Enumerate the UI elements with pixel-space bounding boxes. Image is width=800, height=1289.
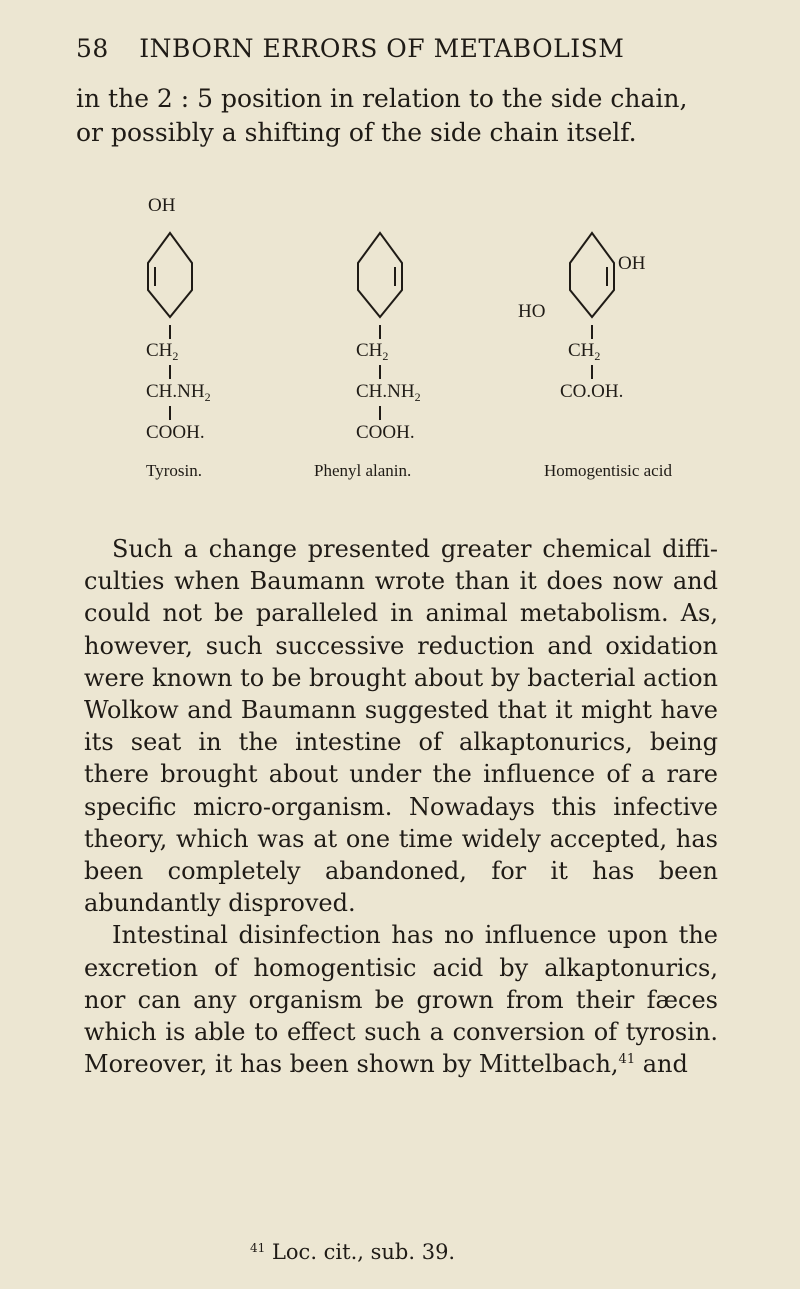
chain-text: CH.NH	[146, 381, 205, 402]
subscript: 2	[594, 349, 601, 363]
homogentisic-oh-group: OH	[618, 253, 646, 274]
tyrosin-chain-1	[146, 340, 178, 364]
paragraph-1: Such a change presented greater chemical diffi- culties when Baumann wrote than it does now and could not be paralleled in animal metabolism. As, however, such successive reduction and oxidation were known to be brought about by bacterial action Wolkow and Baumann suggested that it might have its seat in the intestine of alkaptonurics, being there brought about under the influence of a rare specific micro-organism. Nowadays this infective theory, which was at one time widely accepted, has been completely abandoned, for it has been abundantly disproved.	[84, 535, 718, 918]
paragraph-2	[84, 919, 718, 1080]
homogentisic-chain-1	[568, 340, 600, 364]
structural-formulas	[0, 185, 800, 515]
footnote-number: 41	[250, 1241, 266, 1255]
body-text	[84, 533, 718, 1080]
tyrosin-caption: Tyrosin.	[146, 461, 202, 480]
phenylalanin-chain-2	[356, 381, 421, 405]
subscript: 2	[204, 390, 211, 404]
homogentisic-chain-2: CO.OH.	[560, 381, 624, 402]
page-header	[76, 34, 624, 63]
tyrosin-chain-3: COOH.	[146, 422, 205, 443]
tyrosin-chain-2	[146, 381, 211, 405]
subscript: 2	[414, 390, 421, 404]
intro-text: in the 2 : 5 position in relation to the side chain, or possibly a shifting of the side chain itself.	[76, 84, 688, 147]
paragraph-2-tail: and	[635, 1050, 688, 1079]
intro-paragraph	[76, 82, 716, 150]
subscript: 2	[172, 349, 179, 363]
phenylalanin-chain-3: COOH.	[356, 422, 415, 443]
footnote-text: Loc. cit., sub. 39.	[271, 1240, 456, 1264]
subscript: 2	[382, 349, 389, 363]
chain-text: CH.NH	[356, 381, 415, 402]
footnote-reference[interactable]: 41	[618, 1052, 636, 1068]
homogentisic-ho-group: HO	[518, 301, 546, 322]
phenylalanin-caption: Phenyl alanin.	[314, 461, 412, 480]
homogentisic-caption: Homogentisic acid	[544, 461, 672, 480]
running-title: INBORN ERRORS OF METABOLISM	[139, 34, 625, 63]
page-number: 58	[76, 34, 109, 63]
chain-text: CH	[568, 340, 595, 361]
paragraph-2-text: Intestinal disinfection has no influence upon the excretion of homogentisic acid by alkaptonurics, nor can any organism be grown from their fæces which is able to effect such a conversion of tyrosin. Moreover, it has been shown by Mittelbach,	[84, 921, 718, 1079]
chain-text: CH	[146, 340, 173, 361]
footnote	[250, 1240, 455, 1264]
phenylalanin-chain-1	[356, 340, 388, 364]
chain-text: CH	[356, 340, 383, 361]
tyrosin-oh-group: OH	[148, 195, 176, 216]
